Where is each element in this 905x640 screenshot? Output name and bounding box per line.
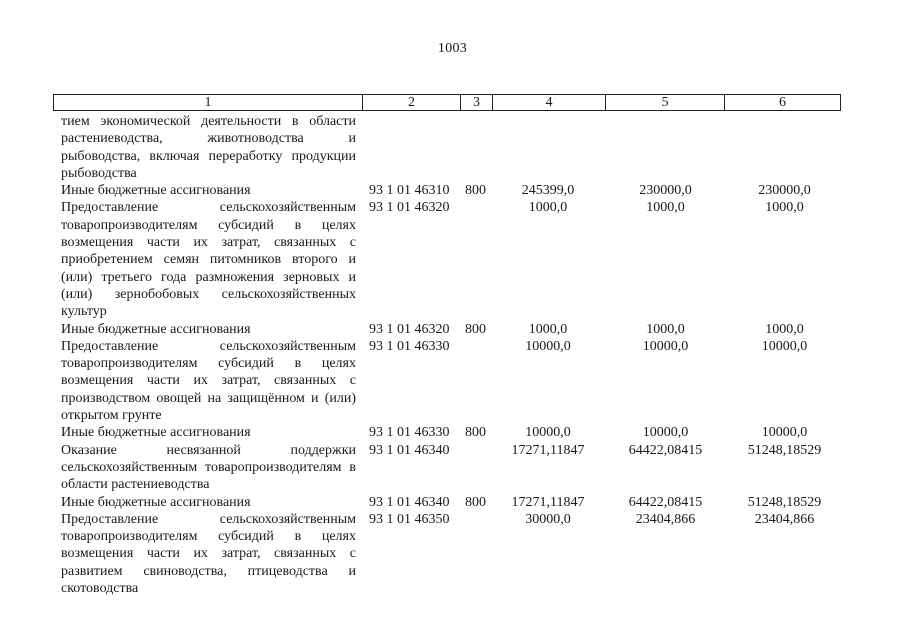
row-value-col5: 64422,08415 bbox=[628, 494, 703, 510]
table-row bbox=[0, 494, 905, 511]
row-value-col4: 17271,11847 bbox=[511, 442, 585, 458]
table-row bbox=[0, 338, 905, 424]
table-row bbox=[0, 442, 905, 494]
row-description: тием экономической деятельности в области растениеводства, животноводства и рыбоводства, включая переработку продукции рыбоводства bbox=[61, 114, 356, 181]
table-header bbox=[53, 94, 841, 111]
row-description: Оказание несвязанной поддержки сельскохозяйственным товаропроизводителям в области растениеводства bbox=[61, 442, 356, 493]
row-value-col6: 51248,18529 bbox=[747, 442, 822, 458]
header-col-6: 6 bbox=[725, 95, 841, 111]
row-code: 93 1 01 46320 bbox=[369, 321, 450, 337]
row-value-col4: 245399,0 bbox=[521, 183, 575, 199]
row-value-col6: 23404,866 bbox=[754, 511, 815, 527]
row-value-col6: 10000,0 bbox=[761, 425, 808, 441]
row-code: 93 1 01 46340 bbox=[369, 494, 450, 510]
header-col-5: 5 bbox=[606, 95, 725, 111]
header-col-3: 3 bbox=[461, 95, 493, 111]
row-code: 93 1 01 46350 bbox=[369, 511, 450, 527]
table-row bbox=[0, 199, 905, 320]
row-value-col4: 1000,0 bbox=[528, 321, 568, 337]
row-value-col6: 51248,18529 bbox=[747, 494, 822, 510]
header-row bbox=[54, 95, 841, 111]
header-col-2: 2 bbox=[363, 95, 461, 111]
header-col-1: 1 bbox=[54, 95, 363, 111]
table-row bbox=[0, 321, 905, 338]
row-code: 93 1 01 46330 bbox=[369, 338, 450, 354]
table-row bbox=[0, 182, 905, 199]
row-description: Иные бюджетные ассигнования bbox=[61, 425, 251, 441]
table-row bbox=[0, 424, 905, 441]
row-value-col4: 10000,0 bbox=[525, 425, 571, 441]
row-value-col5: 1000,0 bbox=[646, 321, 685, 337]
row-value-col5: 10000,0 bbox=[642, 338, 689, 354]
row-description: Иные бюджетные ассигнования bbox=[61, 494, 251, 510]
row-value-col6: 230000,0 bbox=[758, 183, 811, 199]
page-number: 1003 bbox=[437, 41, 468, 56]
row-value-col4: 30000,0 bbox=[525, 511, 571, 527]
row-value-col5: 10000,0 bbox=[642, 425, 689, 441]
table-body bbox=[0, 113, 905, 597]
row-value-col4: 1000,0 bbox=[528, 200, 568, 216]
row-description: Предоставление сельскохозяйственным товаропроизводителям субсидий в целях возмещения части их затрат, связанных с развитием свиноводства, птицеводства и скотоводства bbox=[61, 511, 356, 597]
row-code: 93 1 01 46330 bbox=[369, 425, 450, 441]
table-row bbox=[0, 113, 905, 182]
table-row bbox=[0, 511, 905, 597]
header-col-4: 4 bbox=[493, 95, 606, 111]
row-value-col6: 1000,0 bbox=[765, 200, 804, 216]
row-value-col5: 64422,08415 bbox=[628, 442, 703, 458]
row-value-col4: 17271,11847 bbox=[511, 494, 585, 510]
row-expense-type: 800 bbox=[465, 321, 486, 337]
row-value-col5: 1000,0 bbox=[646, 200, 685, 216]
row-value-col6: 10000,0 bbox=[761, 338, 808, 354]
row-code: 93 1 01 46340 bbox=[369, 442, 450, 458]
row-description: Предоставление сельскохозяйственным товаропроизводителям субсидий в целях возмещения части их затрат, связанных с приобретением семян питомников второго и (или) третьего года размножения зерновых и (или) зернобобовых сельскохозяйственных культур bbox=[61, 200, 356, 320]
row-expense-type: 800 bbox=[465, 425, 486, 441]
row-expense-type: 800 bbox=[465, 183, 486, 199]
row-description: Предоставление сельскохозяйственным товаропроизводителям субсидий в целях возмещения части их затрат, связанных с производством овощей на защищённом и (или) открытом грунте bbox=[61, 338, 356, 424]
row-value-col4: 10000,0 bbox=[525, 338, 571, 354]
row-code: 93 1 01 46310 bbox=[369, 183, 450, 199]
row-description: Иные бюджетные ассигнования bbox=[61, 321, 251, 337]
row-value-col5: 23404,866 bbox=[635, 511, 696, 527]
row-code: 93 1 01 46320 bbox=[369, 200, 450, 216]
row-value-col6: 1000,0 bbox=[765, 321, 804, 337]
row-value-col5: 230000,0 bbox=[639, 183, 692, 199]
row-description: Иные бюджетные ассигнования bbox=[61, 183, 251, 199]
row-expense-type: 800 bbox=[465, 494, 486, 510]
